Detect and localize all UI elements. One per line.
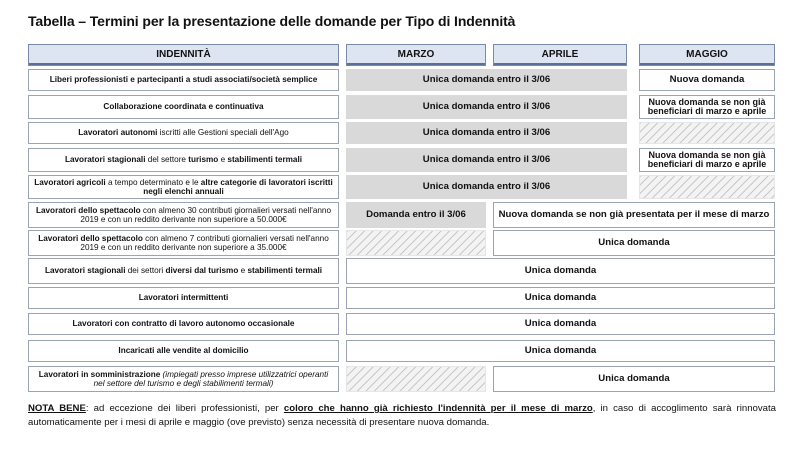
row-2-maggio: Nuova domanda se non già beneficiari di marzo e aprile: [639, 95, 775, 119]
row-12-marzo-empty: [346, 366, 486, 392]
page-title: Tabella – Termini per la presentazione delle domande per Tipo di Indennità: [28, 13, 516, 29]
row-5-maggio-empty: [639, 175, 775, 199]
footnote: NOTA BENE: ad eccezione dei liberi professionisti, per coloro che hanno già richiesto l'indennità per il mese di marzo, in caso di accoglimento sarà rinnovata automaticamente per i mesi di aprile e maggio (ove previsto) senza necessità di presentare nuova domanda.: [28, 403, 777, 428]
row-7-aprile-maggio: Unica domanda: [493, 230, 775, 256]
footnote-label: NOTA BENE: [28, 403, 86, 414]
row-3-maggio-empty: [639, 122, 775, 144]
row-2-marzo-aprile: Unica domanda entro il 3/06: [346, 95, 627, 119]
row-10-all-months: Unica domanda: [346, 313, 775, 335]
row-4-marzo-aprile: Unica domanda entro il 3/06: [346, 148, 627, 172]
row-label-occasionale: Lavoratori con contratto di lavoro autonomo occasionale: [28, 313, 339, 335]
row-8-all-months: Unica domanda: [346, 258, 775, 284]
row-label-vendite-domicilio: Incaricati alle vendite al domicilio: [28, 340, 339, 362]
row-label-stagionali-turismo: Lavoratori stagionali del settore turismo e stabilimenti termali: [28, 148, 339, 172]
header-indennita: INDENNITÀ: [28, 44, 339, 66]
header-marzo: MARZO: [346, 44, 486, 66]
row-9-all-months: Unica domanda: [346, 287, 775, 309]
footnote-emphasis: coloro che hanno già richiesto l'indennità per il mese di marzo: [283, 403, 593, 414]
row-label-spettacolo-7: Lavoratori dello spettacolo con almeno 7 contributi giornalieri versati nell'anno 2019 e con un reddito derivante non superiore a 35.000€: [28, 230, 339, 256]
header-aprile: APRILE: [493, 44, 627, 66]
row-1-marzo-aprile: Unica domanda entro il 3/06: [346, 69, 627, 91]
row-label-stagionali-altri: Lavoratori stagionali dei settori diversi dal turismo e stabilimenti termali: [28, 258, 339, 284]
row-label-liberi-professionisti: Liberi professionisti e partecipanti a studi associati/società semplice: [28, 69, 339, 91]
row-5-marzo-aprile: Unica domanda entro il 3/06: [346, 175, 627, 199]
row-label-collaborazione: Collaborazione coordinata e continuativa: [28, 95, 339, 119]
row-12-aprile-maggio: Unica domanda: [493, 366, 775, 392]
row-6-aprile-maggio: Nuova domanda se non già presentata per il mese di marzo: [493, 202, 775, 228]
header-maggio: MAGGIO: [639, 44, 775, 66]
row-label-agricoli: Lavoratori agricoli a tempo determinato e le altre categorie di lavoratori iscritti negli elenchi annuali: [28, 175, 339, 199]
row-label-spettacolo-30: Lavoratori dello spettacolo con almeno 30 contributi giornalieri versati nell'anno 2019 e con un reddito derivante non superiore a 50.000€: [28, 202, 339, 228]
row-label-autonomi: Lavoratori autonomi iscritti alle Gestioni speciali dell'Ago: [28, 122, 339, 144]
row-1-maggio: Nuova domanda: [639, 69, 775, 91]
row-label-somministrazione: Lavoratori in somministrazione (impiegati presso imprese utilizzatrici operanti nel settore del turismo e degli stabilimenti termali): [28, 366, 339, 392]
row-7-marzo-empty: [346, 230, 486, 256]
row-11-all-months: Unica domanda: [346, 340, 775, 362]
row-3-marzo-aprile: Unica domanda entro il 3/06: [346, 122, 627, 144]
row-6-marzo: Domanda entro il 3/06: [346, 202, 486, 228]
row-label-intermittenti: Lavoratori intermittenti: [28, 287, 339, 309]
row-4-maggio: Nuova domanda se non già beneficiari di marzo e aprile: [639, 148, 775, 172]
